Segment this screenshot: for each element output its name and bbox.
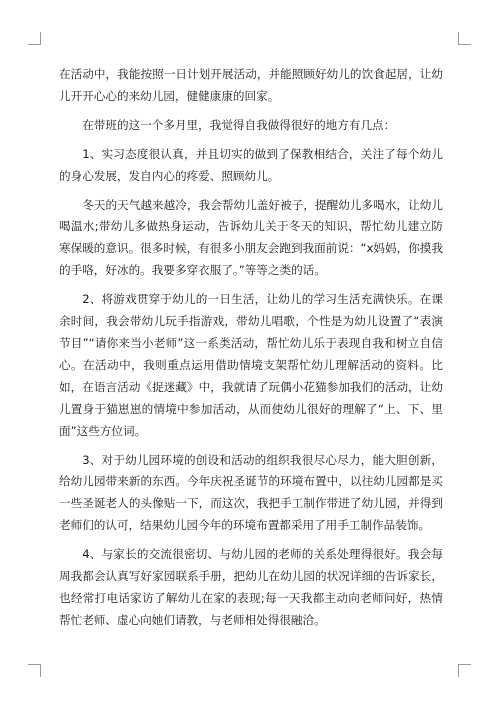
paragraph-5: 2、将游戏贯穿于幼儿的一日生活，让幼儿的学习生活充满快乐。在课余时间，我会带幼儿玩手指游戏，带幼儿唱歌，个性是为幼儿设置了“表演节目”“请你来当小老师”这一系类活动，帮忙幼儿乐于表现自我和树立自信心。在活动中，我则重点运用借助情境支架帮忙幼儿理解活动的资料。比如，在语言活动《捉迷藏》中，我就请了玩偶小花猫参加我们的活动，让幼儿置身于猫崽崽的情境中参加活动，从而使幼儿很好的理解了“上、下、里面”这些方位词。 bbox=[59, 292, 443, 438]
document-body bbox=[59, 64, 443, 639]
paragraph-6: 3、对于幼儿园环境的创设和活动的组织我很尽心尽力，能大胆创新，给幼儿园带来新的东西。今年庆祝圣诞节的环境布置中，以往幼儿园都是买一些圣诞老人的头像贴一下，而这次，我把手工制作带进了幼儿园，并得到老师们的认可，结果幼儿园今年的环境布置都采用了用手工制作品装饰。 bbox=[59, 452, 443, 533]
crop-mark-top-right bbox=[458, 32, 471, 45]
paragraph-3: 1、实习态度很认真，并且切实的做到了保教相结合，关注了每个幼儿的身心发展，发自内心的疼爱、照顾幼儿。 bbox=[59, 146, 443, 183]
paragraph-2: 在带班的这一个多月里，我觉得自我做得很好的地方有几点： bbox=[82, 117, 396, 132]
crop-mark-top-left bbox=[28, 32, 41, 45]
paragraph-1: 在活动中，我能按照一日计划开展活动，并能照顾好幼儿的饮食起居，让幼儿开开心心的来幼儿园，健健康康的回家。 bbox=[59, 67, 443, 103]
crop-mark-bottom-left bbox=[28, 664, 41, 677]
crop-mark-bottom-right bbox=[458, 664, 471, 677]
paragraph-4: 冬天的天气越来越冷，我会帮幼儿盖好被子，提醒幼儿多喝水，让幼儿喝温水;带幼儿多做热身运动，告诉幼儿关于冬天的知识，帮忙幼儿建立防寒保暖的意识。很多时候，有很多小朋友会跑到我面前说：“x妈妈，你摸我的手咯，好冰的。我要多穿衣服了。”等等之类的话。 bbox=[59, 197, 443, 278]
paragraph-7: 4、与家长的交流很密切、与幼儿园的老师的关系处理得很好。我会每周我都会认真写好家园联系手册，把幼儿在幼儿园的状况详细的告诉家长，也经常打电话家访了解幼儿在家的表现;每一天我都主动向老师问好，热情帮忙老师、虚心向她们请教，与老师相处得很融洽。 bbox=[59, 547, 443, 627]
